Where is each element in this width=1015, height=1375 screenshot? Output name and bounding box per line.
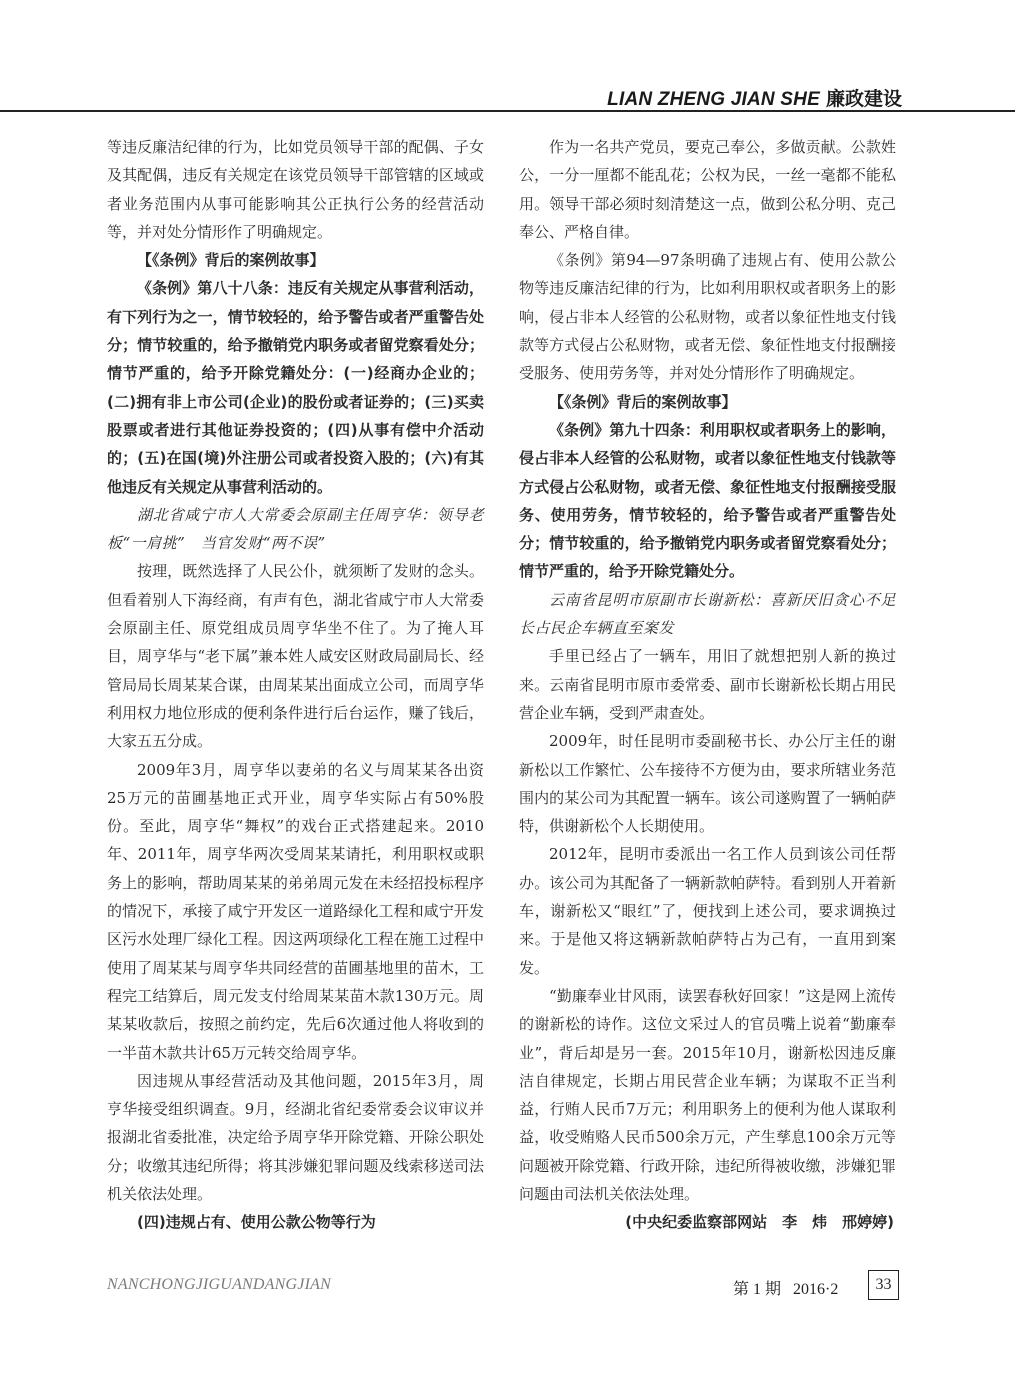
paragraph: 按理，既然选择了人民公仆，就须断了发财的念头。但看着别人下海经商，有声有色，湖北省咸宁市人大常委会原副主任、原党组成员周亨华坐不住了。为了掩人耳目，周亨华与“老下属”兼本姓人咸安区财政局副局长、经管局局长周某某合谋，由周某某出面成立公司，而周亨华利用权力地位形成的便利条件进行后台运作，赚了钱后，大家五五分成。: [107, 562, 484, 751]
right-column: [519, 133, 912, 1237]
journal-name: NANCHONGJIGUANDANGJIAN: [107, 1276, 331, 1293]
paragraph: 《条例》第94—97条明确了违规占有、使用公款公物等违反廉洁纪律的行为，比如利用职权或者职务上的影响，侵占非本人经管的公私财物，或者以象征性地支付钱款等方式侵占公私财物，或者无偿、象征性地支付报酬接受服务、使用劳务等，并对处分情形作了明确规定。: [519, 251, 896, 383]
section-heading: 【《条例》背后的案例故事】: [137, 251, 325, 270]
paragraph: “勤廉奉业甘风雨，读罢春秋好回家！”这是网上流传的谢新松的诗作。这位文采过人的官员嘴上说着“勤廉奉业”，背后却是另一套。2015年10月，谢新松因违反廉洁自律规定，长期占用民营企业车辆；为谋取不正当利益，行贿人民币7万元；利用职务上的便利为他人谋取利益，收受贿赂人民币500余万元，产生孳息100余万元等问题被开除党籍、行政开除，违纪所得被收缴，涉嫌犯罪问题由司法机关依法处理。: [519, 986, 896, 1203]
paragraph: 2009年3月，周亨华以妻弟的名义与周某某各出资25万元的苗圃基地正式开业，周亨华实际占有50%股份。至此，周亨华“舞权”的戏台正式搭建起来。2010年、2011年，周亨华两次受周某某请托，利用职权或职务上的影响，帮助周某某的弟弟周元发在未经招投标程序的情况下，承接了咸宁开发区一道路绿化工程和咸宁开发区污水处理厂绿化工程。因这两项绿化工程在施工过程中使用了周某某与周亨华共同经营的苗圃基地里的苗木，工程完工结算后，周元发支付给周某某苗木款130万元。周某某收款后，按照之前约定，先后6次通过他人将收到的一半苗木款共计65万元转交给周亨华。: [107, 760, 484, 1062]
paragraph: 因违规从事经营活动及其他问题，2015年3月，周亨华接受组织调查。9月，经湖北省纪委常委会议审议并报湖北省委批准，决定给予周亨华开除党籍、开除公职处分；收缴其违纪所得；将其涉嫌犯罪问题及线索移送司法机关依法处理。: [107, 1071, 484, 1203]
issue-date: 2016·2: [793, 1281, 839, 1298]
issue-info: [733, 1276, 838, 1299]
left-column: [107, 133, 484, 1237]
case-title: 湖北省咸宁市人大常委会原副主任周亨华：领导老板“一肩挑” 当官发财“两不误”: [107, 505, 484, 553]
paragraph: 2009年，时任昆明市委副秘书长、办公厅主任的谢新松以工作繁忙、公车接待不方便为由，要求所辖业务范围内的某公司为其配置一辆车。该公司遂购置了一辆帕萨特，供谢新松个人长期使用。: [519, 732, 896, 836]
section-heading: (四)违规占有、使用公款公物等行为: [137, 1213, 376, 1232]
page-header: [0, 84, 902, 111]
article-88-text: 《条例》第八十八条：违反有关规定从事营利活动，有下列行为之一，情节较轻的，给予警告或者严重警告处分；情节较重的，给予撤销党内职务或者留党察看处分；情节严重的，给予开除党籍处分：(一)经商办企业的；(二)拥有非上市公司(企业)的股份或者证券的；(三)买卖股票或者进行其他证券投资的；(四)从事有偿中介活动的；(五)在国(境)外注册公司或者投资入股的；(六)有其他违反有关规定从事营利活动的。: [107, 279, 484, 496]
page-number: 33: [868, 1270, 899, 1300]
paragraph: 手里已经占了一辆车，用旧了就想把别人新的换过来。云南省昆明市原市委常委、副市长谢新松长期占用民营企业车辆，受到严肃查处。: [519, 647, 896, 722]
paragraph: 等违反廉洁纪律的行为，比如党员领导干部的配偶、子女及其配偶，违反有关规定在该党员领导干部管辖的区域或者业务范围内从事可能影响其公正执行公务的经营活动等，并对处分情形作了明确规定。: [107, 138, 484, 241]
paragraph: 2012年，昆明市委派出一名工作人员到该公司任帮办。该公司为其配备了一辆新款帕萨特。看到别人开着新车，谢新松又“眼红”了，便找到上述公司，要求调换过来。于是他又将这辆新款帕萨特占为己有，一直用到案发。: [519, 845, 896, 977]
article-94-text: 《条例》第九十四条：利用职权或者职务上的影响，侵占非本人经管的公私财物，或者以象征性地支付钱款等方式侵占公私财物，或者无偿、象征性地支付报酬接受服务、使用劳务，情节较轻的，给予警告或者严重警告处分；情节较重的，给予撤销党内职务或者留党察看处分；情节严重的，给予开除党籍处分。: [519, 420, 896, 581]
issue-number: 第 1 期: [733, 1281, 782, 1298]
header-chinese: 廉政建设: [825, 88, 902, 110]
section-heading: 【《条例》背后的案例故事】: [549, 392, 737, 411]
header-english: LIAN ZHENG JIAN SHE: [607, 89, 820, 110]
source-credit: (中央纪委监察部网站 李 炜 邢婷婷): [625, 1213, 894, 1232]
header-rule: [0, 110, 1015, 112]
paragraph: 作为一名共产党员，要克己奉公，多做贡献。公款姓公，一分一厘都不能乱花；公权为民，一丝一毫都不能私用。领导干部必须时刻清楚这一点，做到公私分明、克己奉公、严格自律。: [519, 138, 896, 241]
case-title: 云南省昆明市原副市长谢新松：喜新厌旧贪心不足 长占民企车辆直至案发: [519, 590, 912, 638]
